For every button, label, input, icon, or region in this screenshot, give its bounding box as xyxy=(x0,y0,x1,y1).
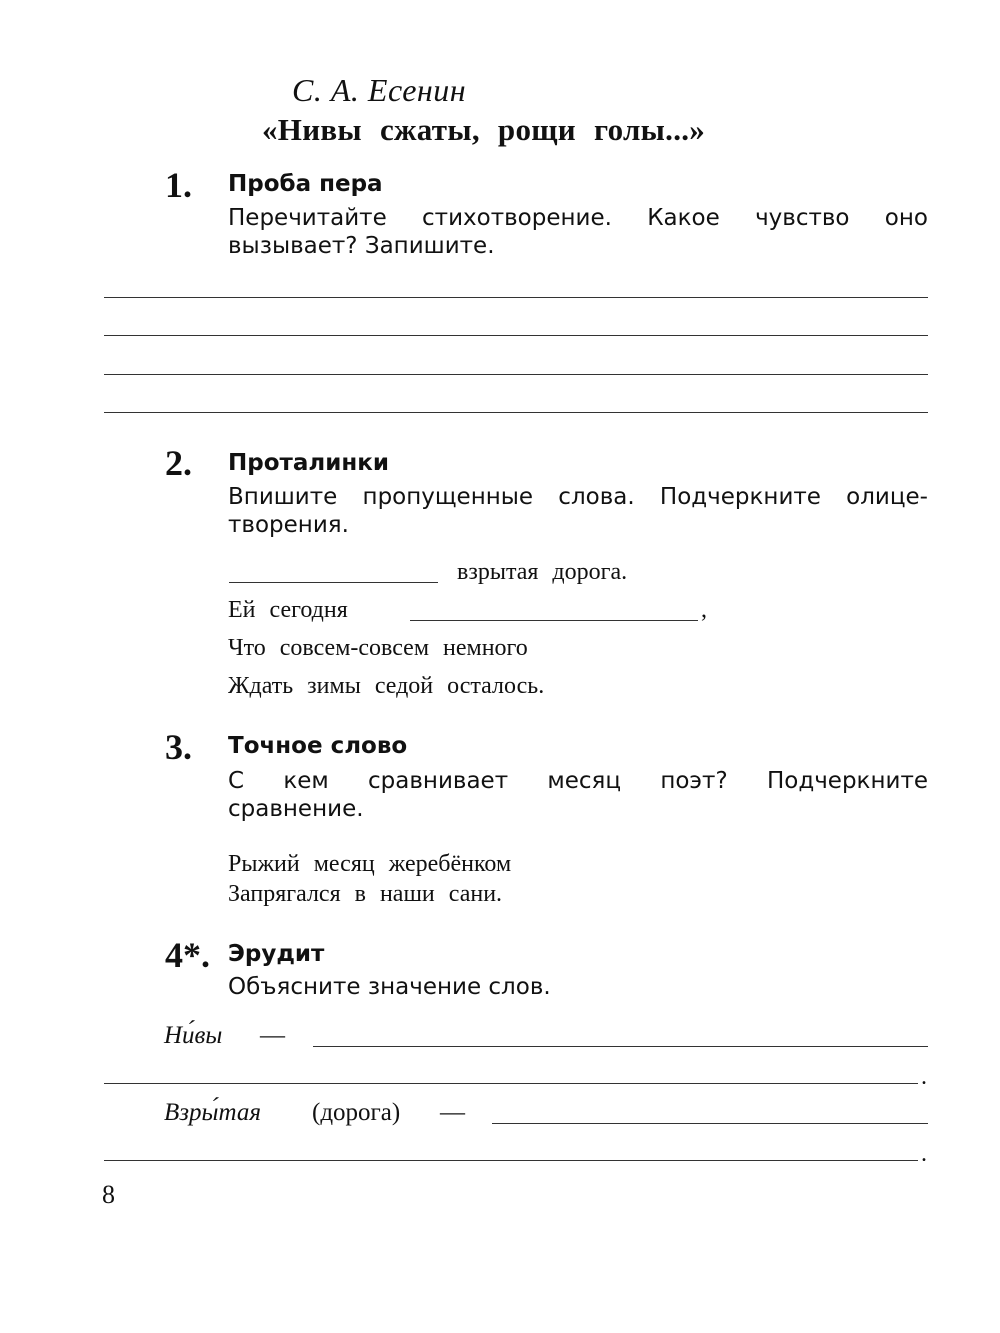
poem-line: Рыжий месяц жеребёнком xyxy=(228,851,512,877)
poem-comma: , xyxy=(701,597,707,623)
task-2-text-line1: Впишите пропущенные слова. Подчеркните олице- xyxy=(228,484,928,510)
end-period: . xyxy=(921,1141,927,1167)
answer-line[interactable] xyxy=(104,412,928,413)
task-3-heading: Точное слово xyxy=(228,733,408,759)
poem-line: Запрягался в наши сани. xyxy=(228,881,503,907)
answer-line[interactable] xyxy=(104,1083,918,1084)
poem-line: Ждать зимы седой осталось. xyxy=(228,673,545,699)
task-4-heading: Эрудит xyxy=(228,941,325,967)
answer-line[interactable] xyxy=(104,1160,918,1161)
task-3-text-line1: С кем сравнивает месяц поэт? Подчеркните xyxy=(228,768,928,794)
answer-line[interactable] xyxy=(313,1046,928,1047)
answer-line[interactable] xyxy=(104,335,928,336)
task-1-text-line2: вызывает? Запишите. xyxy=(228,233,495,259)
term-nivy: Ни́вы xyxy=(164,1022,223,1049)
task-2-text-line2: творения. xyxy=(228,512,349,538)
answer-line[interactable] xyxy=(104,297,928,298)
task-4-text-line1: Объясните значение слов. xyxy=(228,974,551,1000)
author-name: С. А. Есенин xyxy=(292,72,467,108)
answer-line[interactable] xyxy=(492,1123,928,1124)
task-3-number: 3. xyxy=(165,727,192,767)
task-3-text-line2: сравнение. xyxy=(228,796,364,822)
task-4-number: 4*. xyxy=(165,935,210,975)
fill-in-blank[interactable] xyxy=(410,620,698,621)
end-period: . xyxy=(921,1064,927,1090)
task-1-heading: Проба пера xyxy=(228,171,383,197)
poem-title: «Нивы сжаты, рощи голы...» xyxy=(262,112,706,147)
poem-line: Ей сегодня xyxy=(228,597,348,623)
task-1-number: 1. xyxy=(165,165,192,205)
poem-line: взрытая дорога. xyxy=(457,559,628,585)
task-2-number: 2. xyxy=(165,443,192,483)
task-2-heading: Проталинки xyxy=(228,450,389,476)
fill-in-blank[interactable] xyxy=(229,582,438,583)
term-note: (дорога) xyxy=(312,1099,401,1126)
answer-line[interactable] xyxy=(104,374,928,375)
term-dash: — xyxy=(440,1099,465,1126)
page-number: 8 xyxy=(102,1180,115,1209)
term-vzrytaya: Взры́тая xyxy=(164,1099,261,1126)
poem-line: Что совсем-совсем немного xyxy=(228,635,528,661)
term-dash: — xyxy=(260,1022,285,1049)
task-1-text-line1: Перечитайте стихотворение. Какое чувство оно xyxy=(228,205,928,231)
